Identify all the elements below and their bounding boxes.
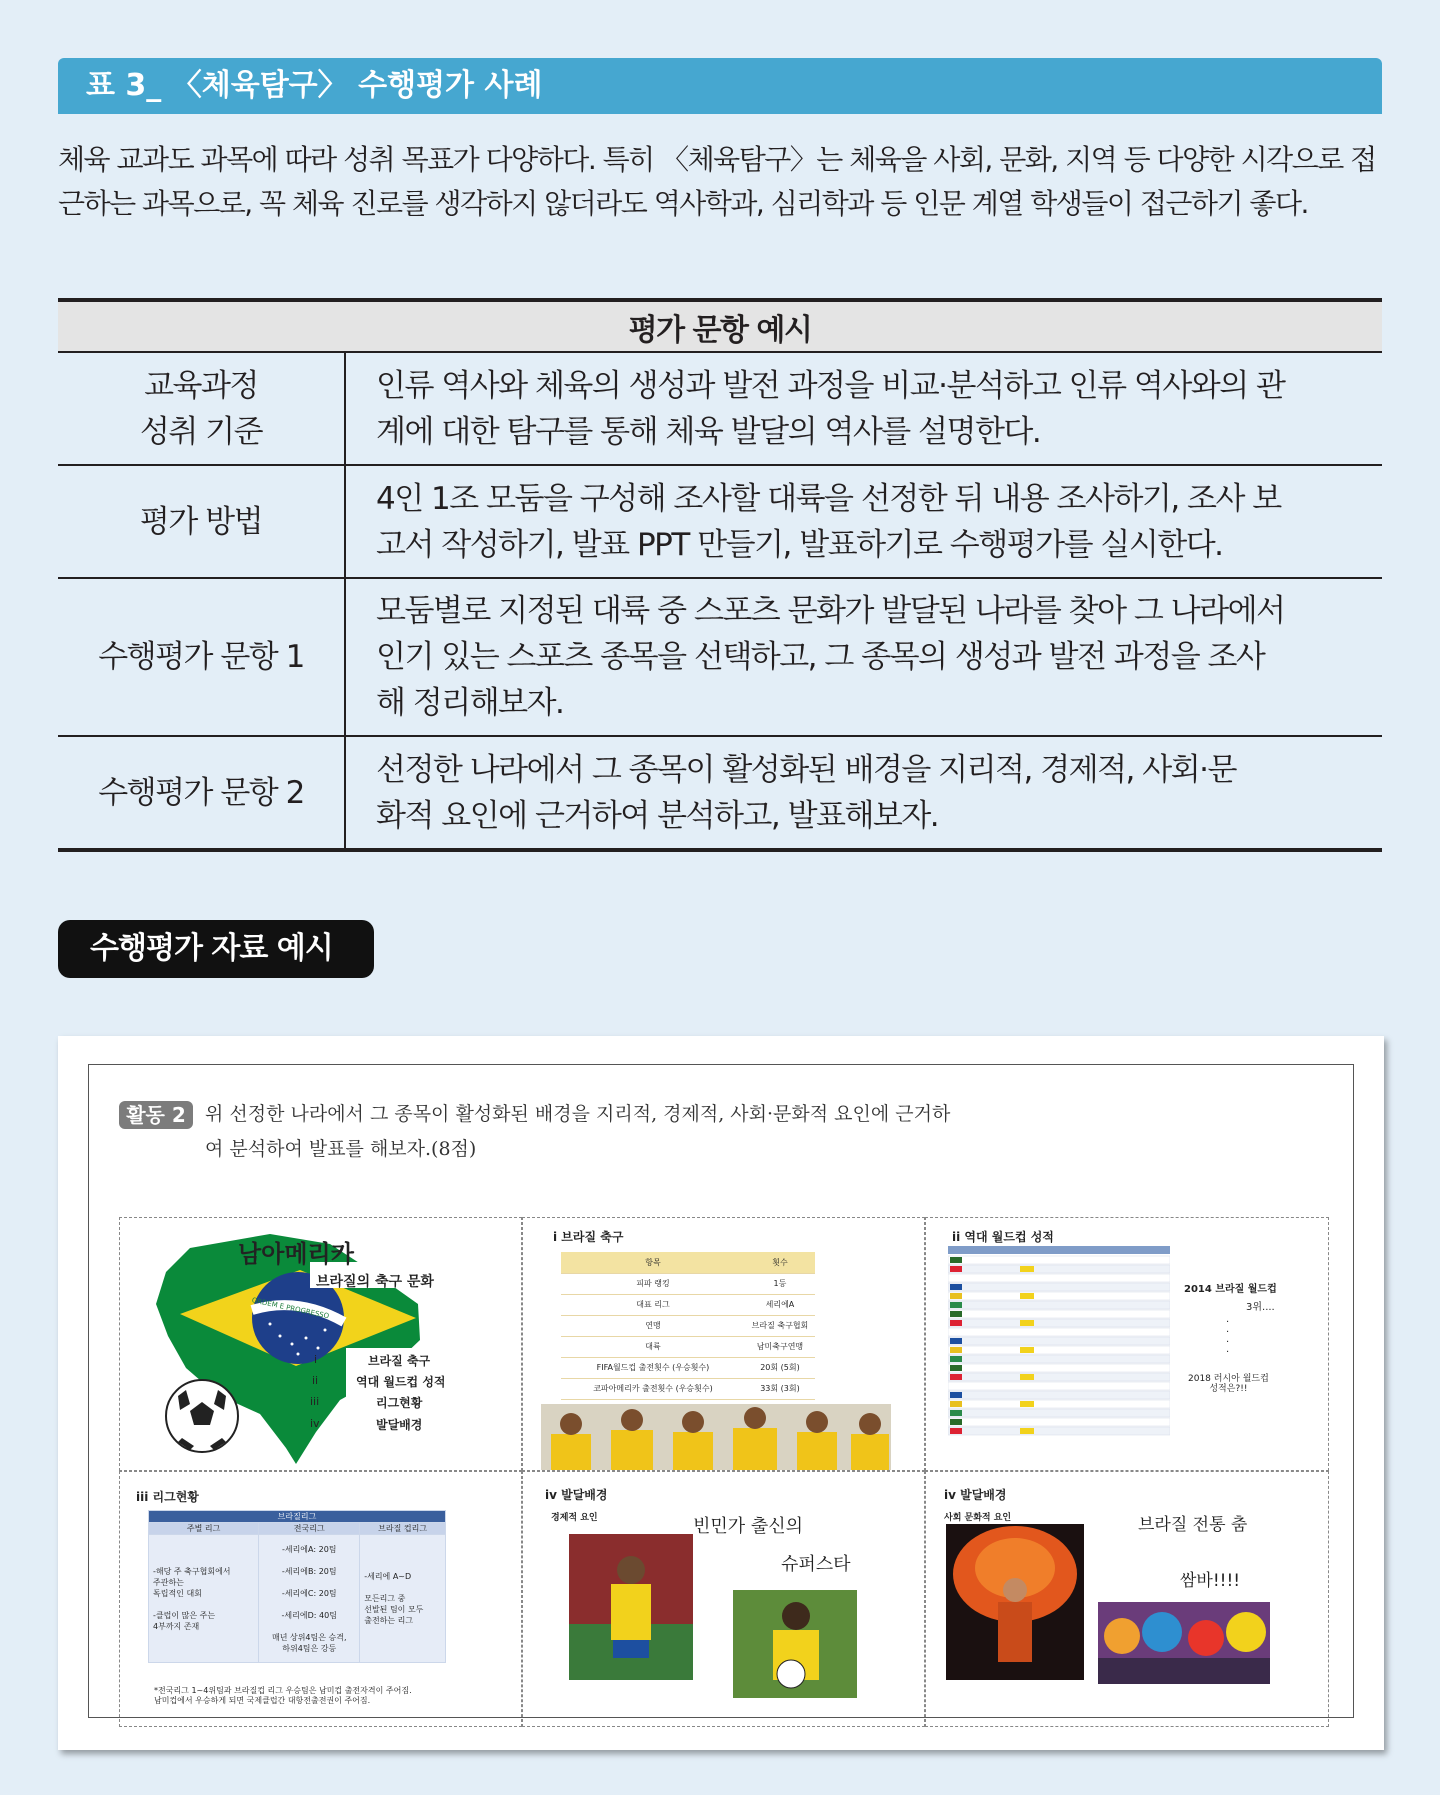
slide5-caption-2: 슈퍼스타	[781, 1554, 851, 1575]
flag-icon	[950, 1383, 962, 1389]
worldcup-row	[948, 1355, 1170, 1363]
worldcup-row	[948, 1418, 1170, 1426]
row-label-item-1: 수행평가 문항 1	[58, 578, 345, 736]
flag-icon	[950, 1410, 962, 1416]
highlight-mark	[1020, 1428, 1034, 1434]
football-cell: 세리에A	[745, 1294, 815, 1315]
football-cell: FIFA월드컵 출전횟수 (우승횟수)	[561, 1357, 745, 1378]
highlight-mark	[1020, 1293, 1034, 1299]
worldcup-row	[948, 1283, 1170, 1291]
row-text-item-1: 모둠별로 지정된 대륙 중 스포츠 문화가 발달된 나라를 찾아 그 나라에서 인기 있는 스포츠 종목을 선택하고, 그 종목의 생성과 발전 과정을 조사해 정리해보자.	[345, 578, 1382, 736]
flag-icon	[950, 1329, 962, 1335]
activity-sheet	[58, 1036, 1384, 1750]
football-cell: 연맹	[561, 1315, 745, 1336]
slide-brazil-football	[522, 1217, 925, 1471]
highlight-mark	[1020, 1374, 1034, 1380]
toc-item-3: 리그현황	[376, 1396, 423, 1410]
toc-item-2: 역대 월드컵 성적	[356, 1375, 446, 1389]
worldcup-row	[948, 1427, 1170, 1435]
flag-icon	[950, 1356, 962, 1362]
slide1-title: 남아메리카	[238, 1240, 354, 1268]
football-cell: 대륙	[561, 1336, 745, 1357]
slide-economic-background	[522, 1471, 925, 1727]
row-label-item-2: 수행평가 문항 2	[58, 736, 345, 850]
worldcup-row	[948, 1382, 1170, 1390]
slide5-title: iv 발달배경	[545, 1488, 608, 1502]
slide-grid	[119, 1217, 1329, 1727]
highlight-mark	[1020, 1320, 1034, 1326]
worldcup-row	[948, 1328, 1170, 1336]
worldcup-results-table	[948, 1246, 1170, 1436]
football-header-item: 항목	[561, 1252, 745, 1273]
flag-icon	[950, 1338, 962, 1344]
football-cell: 33회 (3회)	[745, 1378, 815, 1399]
slide5-caption-1: 빈민가 출신의	[693, 1516, 804, 1537]
slide3-title: ii 역대 월드컵 성적	[952, 1230, 1054, 1244]
highlight-mark	[1020, 1401, 1034, 1407]
row-text-standard: 인류 역사와 체육의 생성과 발전 과정을 비교·분석하고 인류 역사와의 관계에 대한 탐구를 통해 체육 발달의 역사를 설명한다.	[345, 352, 1382, 465]
activity-frame	[88, 1064, 1354, 1718]
worldcup-row	[948, 1265, 1170, 1273]
flag-icon	[950, 1320, 962, 1326]
flag-icon	[950, 1419, 962, 1425]
slide6-caption-2: 쌈바!!!!	[1180, 1571, 1241, 1591]
worldcup-row	[948, 1364, 1170, 1372]
worldcup-row	[948, 1292, 1170, 1300]
football-cell: 20회 (5회)	[745, 1357, 815, 1378]
highlight-mark	[1020, 1266, 1034, 1272]
slide4-title: iii 리그현황	[136, 1490, 199, 1504]
league-header: 브라질리그	[149, 1511, 446, 1523]
football-cell: 코파아메리카 출전횟수 (우승횟수)	[561, 1378, 745, 1399]
slide2-title: i 브라질 축구	[553, 1230, 624, 1244]
flag-icon	[950, 1365, 962, 1371]
worldcup-row	[948, 1337, 1170, 1345]
samba-dancer-photo	[946, 1524, 1084, 1680]
slide6-title: iv 발달배경	[944, 1488, 1007, 1502]
worldcup-row	[948, 1373, 1170, 1381]
flag-icon	[950, 1284, 962, 1290]
slide-worldcup-results	[925, 1217, 1329, 1471]
activity-instruction: 위 선정한 나라에서 그 종목이 활성화된 배경을 지리적, 경제적, 사회·문화적 요인에 근거하여 분석하여 발표를 해보자.(8점)	[205, 1103, 951, 1160]
flag-icon	[950, 1293, 962, 1299]
league-national-desc: -세리에A: 20팀 -세리에B: 20팀 -세리에C: 20팀 -세리에D: 40팀 매년 상위4팀은 승격, 하위4팀은 강등	[259, 1535, 360, 1663]
player-photo-2	[733, 1590, 857, 1698]
flag-icon	[950, 1311, 962, 1317]
flag-icon	[950, 1392, 962, 1398]
football-header-count: 횟수	[745, 1252, 815, 1273]
slide-cultural-background	[925, 1471, 1329, 1727]
worldcup-note-2014: 2014 브라질 월드컵	[1184, 1284, 1277, 1295]
toc-num-2: ii	[312, 1374, 319, 1387]
worldcup-row	[948, 1400, 1170, 1408]
league-col-national: 전국리그	[259, 1523, 360, 1535]
worldcup-row	[948, 1310, 1170, 1318]
league-col-cup: 브라질 컵리그	[360, 1523, 446, 1535]
toc-item-1: 브라질 축구	[368, 1354, 431, 1368]
evaluation-table	[58, 298, 1382, 852]
football-cell: 남미축구연맹	[745, 1336, 815, 1357]
slide-brazil-cover	[119, 1217, 522, 1471]
league-state-desc: -해당 주 축구협회에서 주관하는 독립적인 대회 -클럽이 많은 주는 4부까지 존재	[149, 1535, 259, 1663]
section-title: 수행평가 자료 예시	[58, 920, 374, 978]
league-cup-desc: -세리에 A~D 모든리그 중 선발된 팀이 모두 출전하는 리그	[360, 1535, 446, 1663]
flag-icon	[950, 1266, 962, 1272]
slide-league-status	[119, 1471, 522, 1727]
football-cell: 피파 랭킹	[561, 1273, 745, 1294]
worldcup-note-3rd: 3위....	[1246, 1302, 1275, 1313]
flag-icon	[950, 1257, 962, 1263]
worldcup-row	[948, 1346, 1170, 1354]
football-cell: 1등	[745, 1273, 815, 1294]
slide5-sub: 경제적 요인	[551, 1513, 598, 1523]
row-label-standard: 교육과정 성취 기준	[58, 352, 345, 465]
slide6-caption-1: 브라질 전통 춤	[1138, 1515, 1248, 1535]
flag-icon	[950, 1401, 962, 1407]
evaluation-table-heading: 평가 문항 예시	[58, 300, 1382, 352]
worldcup-row	[948, 1274, 1170, 1282]
flag-icon	[950, 1302, 962, 1308]
worldcup-note-2018: 2018 러시아 월드컵 성적은?!!	[1188, 1374, 1269, 1394]
football-cell: 대표 리그	[561, 1294, 745, 1315]
player-photo-1	[569, 1534, 693, 1680]
players-photo	[541, 1404, 891, 1471]
football-cell: 브라질 축구협회	[745, 1315, 815, 1336]
worldcup-row	[948, 1409, 1170, 1417]
activity-badge: 활동 2	[119, 1101, 193, 1129]
league-col-state: 주별 리그	[149, 1523, 259, 1535]
row-text-item-2: 선정한 나라에서 그 종목이 활성화된 배경을 지리적, 경제적, 사회·문화적 요인에 근거하여 분석하고, 발표해보자.	[345, 736, 1382, 850]
toc-num-3: iii	[310, 1395, 320, 1408]
slide1-subtitle: 브라질의 축구 문화	[316, 1274, 434, 1290]
highlight-mark	[1020, 1347, 1034, 1353]
toc-num-4: iv	[310, 1417, 320, 1430]
carnival-photo	[1098, 1602, 1270, 1684]
flag-icon	[950, 1374, 962, 1380]
flag-banner-text: ORDEM E PROGRESSO	[251, 1296, 330, 1321]
flag-icon	[950, 1275, 962, 1281]
row-text-method: 4인 1조 모둠을 구성해 조사할 대륙을 선정한 뒤 내용 조사하기, 조사 보고서 작성하기, 발표 PPT 만들기, 발표하기로 수행평가를 실시한다.	[345, 465, 1382, 578]
intro-paragraph: 체육 교과도 과목에 따라 성취 목표가 다양하다. 특히 〈체육탐구〉는 체육을 사회, 문화, 지역 등 다양한 시각으로 접근하는 과목으로, 꼭 체육 진로를 생각하지 않더라도 역사학과, 심리학과 등 인문 계열 학생들이 접근하기 좋다.	[58, 143, 1376, 220]
league-table	[148, 1510, 446, 1663]
toc-num-1: i	[314, 1353, 318, 1366]
worldcup-row	[948, 1391, 1170, 1399]
league-footnote: *전국리그 1~4위팀과 브라질컵 리그 우승팀은 남미컵 출전자격이 주어짐. 남미컵에서 우승하게 되면 국제클럽간 대항전출전권이 주어짐.	[154, 1686, 412, 1705]
row-label-method: 평가 방법	[58, 465, 345, 578]
worldcup-row	[948, 1319, 1170, 1327]
worldcup-dots: · · · ·	[1226, 1317, 1230, 1358]
flag-icon	[950, 1428, 962, 1434]
worldcup-row	[948, 1301, 1170, 1309]
worldcup-row	[948, 1256, 1170, 1264]
slide6-sub: 사회 문화적 요인	[944, 1513, 1012, 1523]
football-info-table	[561, 1252, 815, 1421]
toc-item-4: 발달배경	[376, 1418, 423, 1432]
flag-icon	[950, 1347, 962, 1353]
table-title-bar: 표 3_ 〈체육탐구〉 수행평가 사례	[58, 58, 1382, 114]
